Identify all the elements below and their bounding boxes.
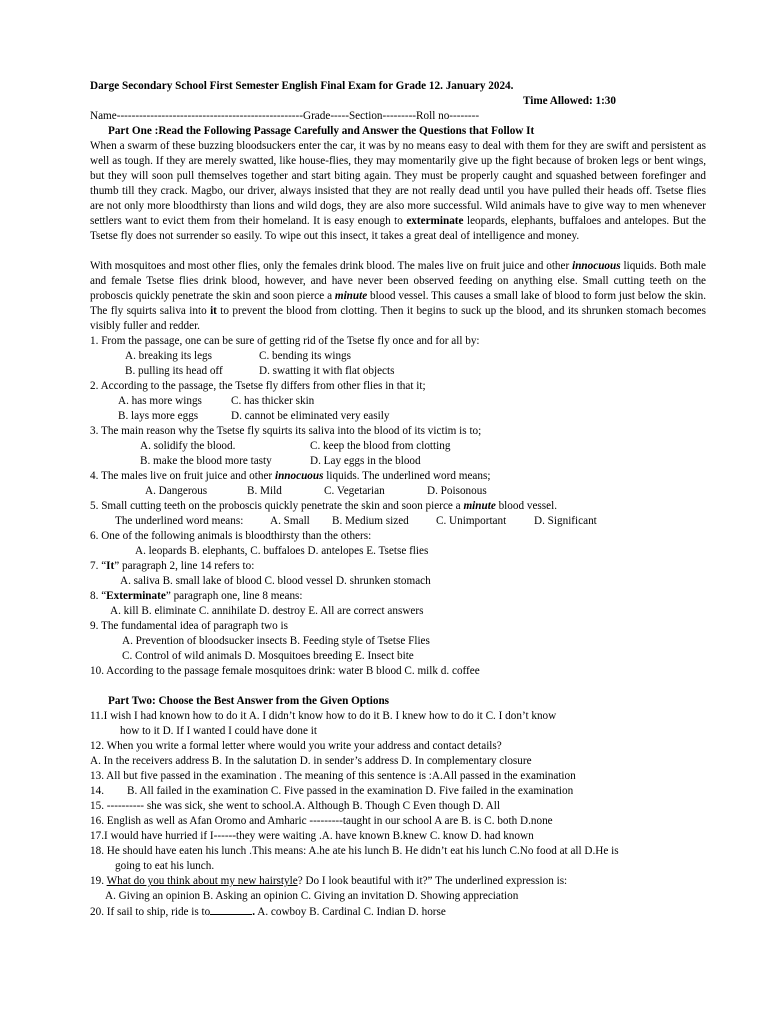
question-2: 2. According to the passage, the Tsetse fly differs from other flies in that it;: [90, 380, 426, 392]
exam-title: Darge Secondary School First Semester English Final Exam for Grade 12. January 2024.: [90, 80, 514, 92]
underlined-expression: What do you think about my new hairstyle: [106, 875, 298, 887]
question-13: 13. All but five passed in the examination . The meaning of this sentence is :A.All passed in the examination: [90, 770, 576, 782]
question-9: 9. The fundamental idea of paragraph two is: [90, 620, 288, 632]
question-1: 1. From the passage, one can be sure of getting rid of the Tsetse fly once and for all by:: [90, 335, 480, 347]
exam-page: [90, 79, 706, 920]
question-14: 14. B. All failed in the examination C. Five passed in the examination D. Five failed in the examination: [90, 785, 574, 797]
innocuous-word: innocuous: [572, 260, 621, 272]
question-9-options-row-2: C. Control of wild animals D. Mosquitoes breeding E. Insect bite: [122, 650, 414, 662]
question-6: 6. One of the following animals is bloodthirsty than the others:: [90, 530, 372, 542]
part-one-heading: Part One :Read the Following Passage Carefully and Answer the Questions that Follow It: [108, 125, 535, 137]
question-9-options-row-1: A. Prevention of bloodsucker insects B. Feeding style of Tsetse Flies: [122, 635, 430, 647]
question-2-options-row-1: A. has more wings C. has thicker skin: [118, 395, 315, 407]
question-8-options: A. kill B. eliminate C. annihilate D. destroy E. All are correct answers: [110, 605, 424, 617]
question-3-options-row-2: B. make the blood more tasty D. Lay eggs in the blood: [140, 455, 421, 467]
question-1-options-row-2: B. pulling its head off D. swatting it with flat objects: [125, 365, 395, 377]
question-20: 20. If sail to ship, ride is to . A. cowboy B. Cardinal C. Indian D. horse: [90, 906, 446, 918]
question-12-options: A. In the receivers address B. In the salutation D. in sender’s address D. In complementary closure: [90, 755, 532, 767]
question-6-options: A. leopards B. elephants, C. buffaloes D. antelopes E. Tsetse flies: [135, 545, 429, 557]
question-2-options-row-2: B. lays more eggs D. cannot be eliminated very easily: [118, 410, 390, 422]
question-11-continued: how to it D. If I wanted I could have done it: [120, 725, 317, 737]
question-12: 12. When you write a formal letter where would you write your address and contact details?: [90, 740, 502, 752]
minute-word: minute: [334, 290, 368, 302]
passage-paragraph-2: With mosquitoes and most other flies, only the females drink blood. The males live on fruit juice and other innocuous liquids. Both male and female Tsetse flies drink blood, however, and have never been observed feeding on anything else. Small cutting teeth on the proboscis quickly penetrate the skin and soon pierce a minute blood vessel. This causes a small lake of blood to form just below the skin. The fly squirts saliva into it to prevent the blood from clotting. Then it begins to suck up the blood, and its shrunken stomach becomes visibly fuller and redder.: [90, 260, 706, 332]
student-info-line: Name--------------------------------------------------Grade-----Section---------Roll no--------: [90, 110, 480, 122]
question-5-options: The underlined word means: A. Small B. Medium sized C. Unimportant D. Significant: [115, 515, 597, 527]
question-1-options-row-1: A. breaking its legs C. bending its wings: [125, 350, 351, 362]
question-4: 4. The males live on fruit juice and other innocuous liquids. The underlined word means;: [90, 470, 491, 482]
question-5: 5. Small cutting teeth on the proboscis quickly penetrate the skin and soon pierce a minute blood vessel.: [90, 500, 557, 512]
passage-paragraph-1: When a swarm of these buzzing bloodsuckers enter the car, it was by no means easy to deal with them for they are swift and persistent as well as tough. If they are merely swatted, like house-flies, they may momentarily give up the fight because of broken legs or bent wings, but they will soon pull themselves together and start biting again. They must be properly caught and squashed between forefinger and thumb till they crack. Magbo, our driver, always insisted that they are not really dead until you have pulled their heads off. Tsetse flies are not only more bloodthirsty than lions and wild dogs, they are also more successful. Wild animals have to give way to men whenever settlers want to evict them from their homeland. It is easy enough to exterminate leopards, elephants, buffaloes and antelopes. But the Tsetse fly does not surrender so easily. To wipe out this insect, it takes a great deal of intelligence and money.: [90, 140, 706, 242]
answer-blank: [210, 904, 252, 915]
exterminate-word: exterminate: [406, 215, 464, 227]
question-7-options: A. saliva B. small lake of blood C. blood vessel D. shrunken stomach: [120, 575, 431, 587]
question-8: 8. “Exterminate” paragraph one, line 8 means:: [90, 590, 303, 602]
it-word: it: [210, 305, 217, 317]
question-18-continued: going to eat his lunch.: [115, 860, 215, 872]
question-3: 3. The main reason why the Tsetse fly squirts its saliva into the blood of its victim is to;: [90, 425, 482, 437]
question-19: 19. What do you think about my new hairstyle? Do I look beautiful with it?” The underlined expression is:: [90, 875, 568, 887]
time-allowed: Time Allowed: 1:30: [522, 95, 616, 107]
question-16: 16. English as well as Afan Oromo and Amharic ---------taught in our school A are B. is C. both D.none: [90, 815, 553, 827]
part-two-heading: Part Two: Choose the Best Answer from the Given Options: [108, 695, 390, 707]
question-19-options: A. Giving an opinion B. Asking an opinion C. Giving an invitation D. Showing appreciation: [105, 890, 519, 902]
question-11: 11.I wish I had known how to do it A. I didn’t know how to do it B. I knew how to do it C. I don’t know: [90, 710, 557, 722]
question-4-options: A. Dangerous B. Mild C. Vegetarian D. Poisonous: [145, 485, 487, 497]
question-15: 15. ---------- she was sick, she went to school.A. Although B. Though C Even though D. All: [90, 800, 500, 812]
question-7: 7. “It” paragraph 2, line 14 refers to:: [90, 560, 255, 572]
question-3-options-row-1: A. solidify the blood. C. keep the blood from clotting: [140, 440, 451, 452]
question-10: 10. According to the passage female mosquitoes drink: water B blood C. milk d. coffee: [90, 665, 480, 677]
question-17: 17.I would have hurried if I------they were waiting .A. have known B.knew C. know D. had known: [90, 830, 534, 842]
question-18: 18. He should have eaten his lunch .This means: A.he ate his lunch B. He didn’t eat his lunch C.No food at all D.He is: [90, 845, 619, 857]
